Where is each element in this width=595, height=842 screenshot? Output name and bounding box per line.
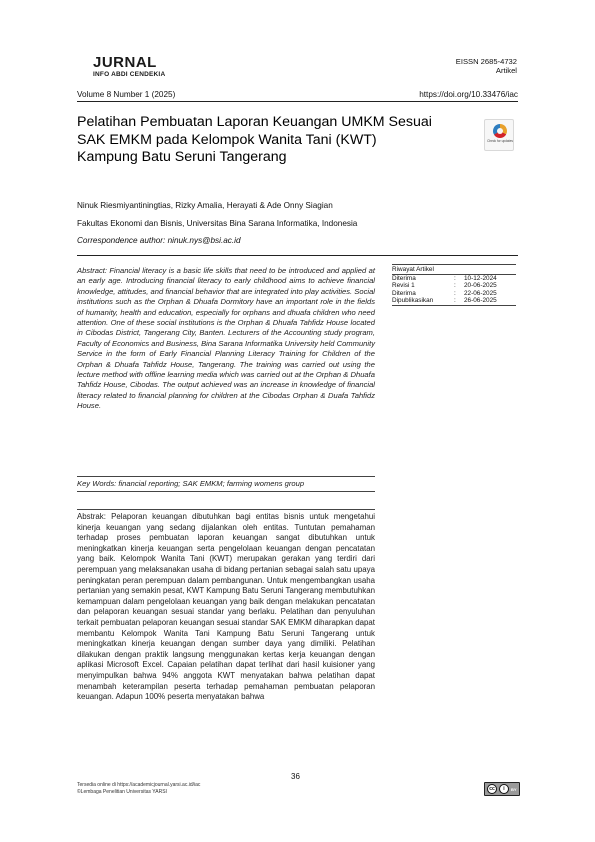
abstract-en-label: Abstract: xyxy=(77,266,107,275)
article-title: Pelatihan Pembuatan Laporan Keuangan UMKM Sesuai SAK EMKM pada Kelompok Wanita Tani (KWT) Kampung Batu Seruni Tangerang xyxy=(77,114,432,165)
license-label: BY xyxy=(511,786,517,792)
cc-license-badge[interactable] xyxy=(484,782,520,796)
history-row: Diterima : 22-06-2025 xyxy=(392,289,497,297)
eissn: EISSN 2685-4732 xyxy=(455,57,517,66)
journal-name: JURNAL xyxy=(93,54,157,71)
abstract-english xyxy=(77,266,375,412)
article-type: Artikel xyxy=(495,66,517,75)
volume-info: Volume 8 Number 1 (2025) xyxy=(77,90,176,99)
copyright: ©Lembaga Penelitian Universitas YARSI xyxy=(77,789,167,795)
abstract-id-text: Pelaporan keuangan dibutuhkan bagi entitas bisnis untuk mengetahui kinerja keuangan yang sedang dijalankan oleh entitas. Tuntutan pemahaman terhadap proses pembuatan laporan keuangan sangat dibutuhkan untuk meningkatkan kinerja keuangan serta pengelolaan keuangan dengan pencatatan yang baik. Kelompok Wanita Tani (KWT) merupakan gerakan yang terdiri dari perempuan yang melaksanakan usaha di bidang pertanian sebagai salah satu upaya peningkatan peran perempuan dalam pembangunan. Untuk mengembangkan usaha pertanian yang semakin pesat, KWT Kampung Batu Seruni Tangerang membutuhkan kemampuan dalam pengelolaan keuangan yang baik dengan melakukan pencatatan dan pelaporan keuangan sesuai standar yang berlaku. Pelatihan dan penyuluhan terkait pembuatan pelaporan keuangan sesuai standar SAK EMKM diharapkan dapat membantu Kelompok Wanita Tani Kampung Batu Seruni Tangerang untuk meningkatkan kinerja keuangan dengan sumber daya yang dimiliki. Pelatihan dilakukan dengan praktik langsung menggunakan kertas kerja keuangan dengan aplikasi Microsoft Excel. Capaian pelatihan dapat terlihat dari hasil kuisioner yang menyimpulkan bahwa 94% anggota KWT menyatakan bahwa pelatihan dapat menambah keterampilan peserta terhadap pemahaman pembuatan pelaporan keuangan. Adapun 100% peserta menyatakan bahwa xyxy=(77,512,375,702)
correspondence: Correspondence author: ninuk.nys@bsi.ac.id xyxy=(77,236,241,245)
doi-link[interactable]: https://doi.org/10.33476/iac xyxy=(419,90,518,99)
abstract-indonesian xyxy=(77,512,375,703)
keywords-top-divider xyxy=(77,476,375,477)
keywords: Key Words: financial reporting; SAK EMKM; farming womens group xyxy=(77,479,305,488)
header-divider xyxy=(77,101,518,102)
abstract-id-divider xyxy=(77,509,375,510)
crossmark-badge[interactable] xyxy=(484,119,514,151)
journal-logo xyxy=(93,55,165,78)
abstract-en-text: Financial literacy is a basic life skills that need to be introduced and applied at an early age. Introducing financial literacy to early childhood aims to achieve financial knowledge, attitudes, and financial behavior that are integrated into play activities. Social institutions such as the Orphan & Dhuafa Dormitory have an important role in the fields of humanity, health and education, especially for orphans and dhuafa children who need attention. One of these social institutions is the Orphan & Dhuafa Tahfidz House located in Cibodas District, Tangerang City, Banten. Lecturers of the Accounting study program, Faculty of Economics and Business, Bina Sarana Informatika University held Community Service in the form of Early Financial Planning Literacy Training for Children of the Orphan & Dhuafa Tahfidz House, Tangerang. The training was carried out using the lecture method with offline learning media which was carried out at the Orphan & Dhuafa Tahfidz House, Cibodas. The output achieved was an increase in knowledge of financial literacy related to financial planning for children at the Cibodas Orphan & Duafa Tahfidz House. xyxy=(77,266,375,411)
online-note[interactable]: Tersedia online di https://academicjournal.yarsi.ac.id/iac xyxy=(77,782,201,788)
crossmark-icon xyxy=(493,124,507,138)
history-row: Dipublikasikan : 26-06-2025 xyxy=(392,297,497,305)
crossmark-label: Check for updates xyxy=(487,139,513,143)
history-row: Diterima : 10-12-2024 xyxy=(392,274,497,282)
meta-divider xyxy=(77,255,518,256)
page-number: 36 xyxy=(291,772,300,781)
author-list: Ninuk Riesmiyantiningtias, Rizky Amalia, Herayati & Ade Onny Siagian xyxy=(77,201,333,210)
history-heading: Riwayat Artikel xyxy=(392,266,434,273)
history-row: Revisi 1 : 20-06-2025 xyxy=(392,282,497,290)
attribution-icon: i xyxy=(499,784,509,794)
journal-subtitle: INFO ABDI CENDEKIA xyxy=(93,71,166,78)
issn-block xyxy=(456,57,517,75)
article-history xyxy=(392,264,516,306)
affiliation: Fakultas Ekonomi dan Bisnis, Universitas Bina Sarana Informatika, Indonesia xyxy=(77,219,358,228)
abstract-id-label: Abstrak: xyxy=(77,512,106,521)
keywords-bottom-divider xyxy=(77,491,375,492)
cc-icon: cc xyxy=(487,784,497,794)
